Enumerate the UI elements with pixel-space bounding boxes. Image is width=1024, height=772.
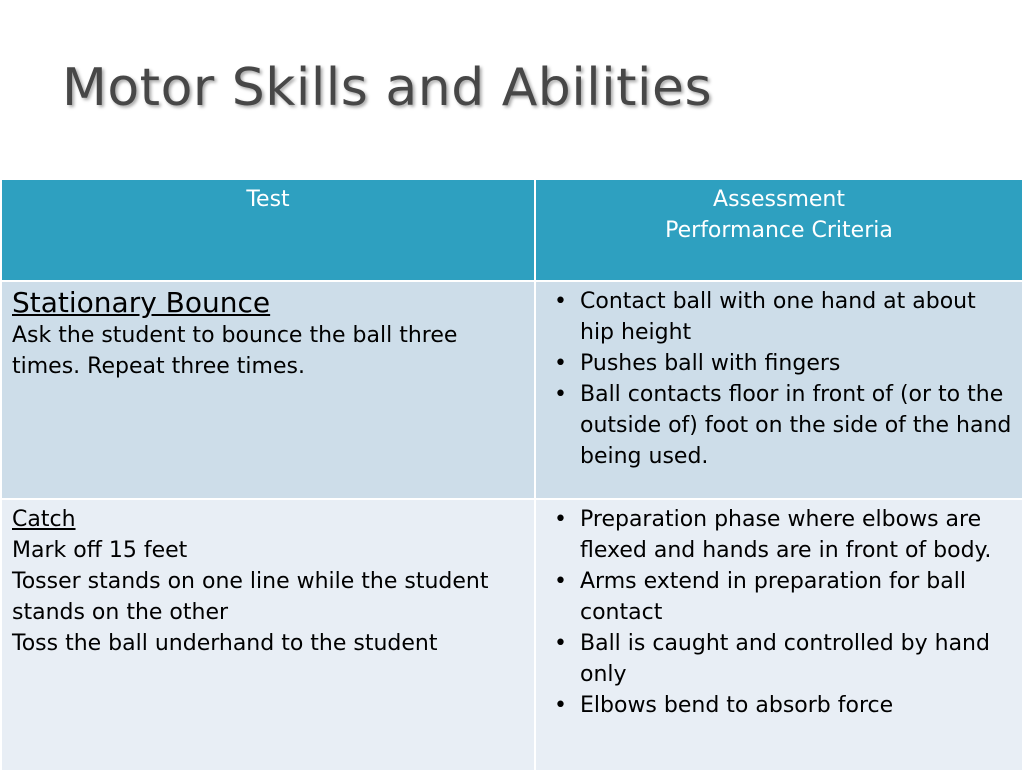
criteria-item: • Preparation phase where elbows are flexed and hands are in front of body. xyxy=(580,504,1012,566)
criteria-cell xyxy=(535,499,1023,771)
criteria-item: • Elbows bend to absorb force xyxy=(580,690,1012,721)
test-cell xyxy=(1,281,535,499)
test-heading: Stationary Bounce xyxy=(12,286,271,319)
criteria-item: • Ball is caught and controlled by hand only xyxy=(580,628,1012,690)
test-cell xyxy=(1,499,535,771)
skills-table xyxy=(0,178,1024,772)
criteria-item: • Pushes ball with fingers xyxy=(580,348,1012,379)
slide-title: Motor Skills and Abilities xyxy=(62,58,713,118)
criteria-item: • Contact ball with one hand at about hip height xyxy=(580,286,1012,348)
test-heading: Catch xyxy=(12,507,76,532)
criteria-item: • Arms extend in preparation for ball contact xyxy=(580,566,1012,628)
test-instruction: Tosser stands on one line while the student stands on the other xyxy=(12,569,489,625)
header-assessment xyxy=(535,179,1023,281)
header-test-label: Test xyxy=(246,187,290,212)
table-row-catch xyxy=(1,499,1023,771)
test-instruction: Ask the student to bounce the ball three times. Repeat three times. xyxy=(12,323,458,379)
test-instruction: Toss the ball underhand to the student xyxy=(12,631,438,656)
table-row-stationary-bounce xyxy=(1,281,1023,499)
header-assessment-label: Assessment xyxy=(713,187,845,212)
test-instruction: Mark off 15 feet xyxy=(12,538,188,563)
criteria-cell xyxy=(535,281,1023,499)
header-test xyxy=(1,179,535,281)
criteria-item: • Ball contacts floor in front of (or to the outside of) foot on the side of the hand being used. xyxy=(580,379,1012,472)
header-criteria-label: Performance Criteria xyxy=(665,218,893,243)
criteria-list xyxy=(546,286,1012,472)
criteria-list xyxy=(546,504,1012,721)
table-header-row xyxy=(1,179,1023,281)
